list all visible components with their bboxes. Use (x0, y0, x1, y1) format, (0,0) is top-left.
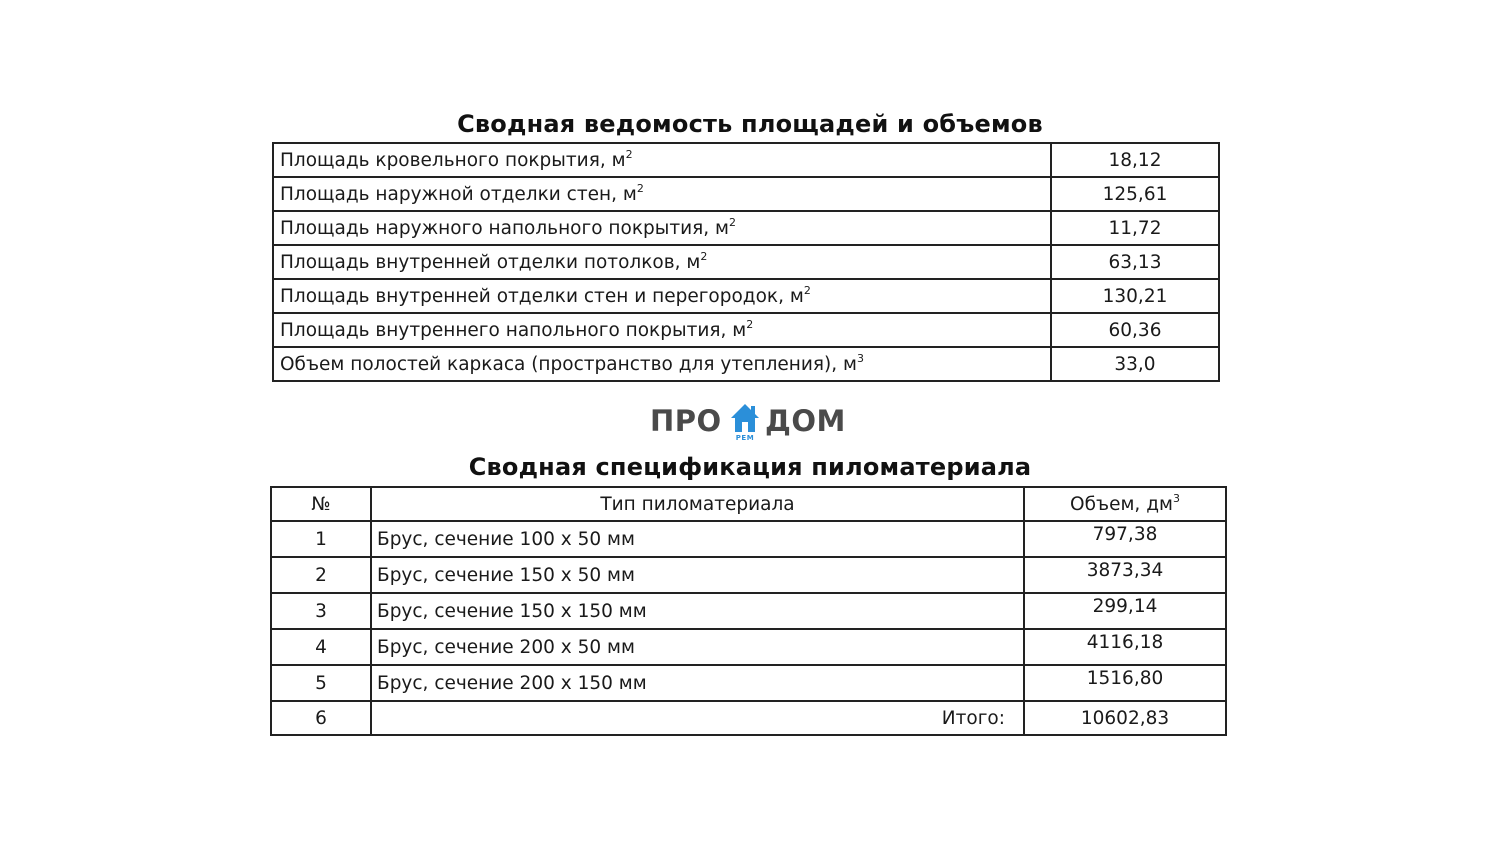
label-text: Площадь наружного напольного покрытия, м (280, 217, 730, 239)
table-header-row (271, 487, 1226, 521)
table-row (273, 245, 1219, 279)
table-row (273, 347, 1219, 381)
spec-table (270, 486, 1227, 736)
label-text: Объем полостей каркаса (пространство для утепления), м (280, 353, 857, 375)
header-volume-text: Объем, дм (1070, 493, 1173, 515)
logo-text-left: ПРО (650, 404, 722, 438)
row-num: 2 (271, 557, 371, 593)
house-icon (730, 402, 760, 442)
row-num: 3 (271, 593, 371, 629)
label-text: Площадь внутренней отделки стен и перегородок, м (280, 285, 804, 307)
row-value: 125,61 (1051, 177, 1219, 211)
row-label (273, 347, 1051, 381)
row-value: 33,0 (1051, 347, 1219, 381)
logo-house-caption: РЕМ (735, 434, 755, 442)
unit-superscript: 2 (636, 181, 644, 195)
row-value: 130,21 (1051, 279, 1219, 313)
row-type: Брус, сечение 150 х 150 мм (371, 593, 1024, 629)
row-num: 4 (271, 629, 371, 665)
row-volume: 1516,80 (1024, 665, 1226, 701)
header-type: Тип пиломатериала (371, 487, 1024, 521)
unit-superscript: 3 (1172, 491, 1180, 505)
row-value: 60,36 (1051, 313, 1219, 347)
row-type: Брус, сечение 100 х 50 мм (371, 521, 1024, 557)
table-row (273, 279, 1219, 313)
table-row (273, 177, 1219, 211)
unit-superscript: 2 (729, 215, 737, 229)
table-row (273, 313, 1219, 347)
row-volume: 3873,34 (1024, 557, 1226, 593)
table-row (271, 557, 1226, 593)
table-row (271, 521, 1226, 557)
summary-title: Сводная ведомость площадей и объемов (457, 110, 1043, 138)
row-label (273, 143, 1051, 177)
row-label (273, 177, 1051, 211)
row-label (273, 313, 1051, 347)
row-num: 5 (271, 665, 371, 701)
unit-superscript: 2 (700, 249, 708, 263)
table-row (273, 211, 1219, 245)
row-value: 63,13 (1051, 245, 1219, 279)
row-value: 18,12 (1051, 143, 1219, 177)
label-text: Площадь внутреннего напольного покрытия, м (280, 319, 747, 341)
row-label (273, 245, 1051, 279)
header-num: № (271, 487, 371, 521)
row-num: 1 (271, 521, 371, 557)
unit-superscript: 2 (746, 317, 754, 331)
row-volume: 797,38 (1024, 521, 1226, 557)
row-value: 11,72 (1051, 211, 1219, 245)
logo-text-right: ДОМ (765, 404, 846, 438)
table-row (273, 143, 1219, 177)
unit-superscript: 2 (625, 147, 633, 161)
row-type: Брус, сечение 150 х 50 мм (371, 557, 1024, 593)
total-num: 6 (271, 701, 371, 735)
table-row (271, 593, 1226, 629)
total-label: Итого: (371, 701, 1024, 735)
summary-table (272, 142, 1220, 382)
label-text: Площадь наружной отделки стен, м (280, 183, 637, 205)
table-row (271, 629, 1226, 665)
unit-superscript: 3 (856, 351, 864, 365)
row-label (273, 211, 1051, 245)
row-type: Брус, сечение 200 х 150 мм (371, 665, 1024, 701)
pro-dom-logo (650, 402, 850, 444)
row-label (273, 279, 1051, 313)
label-text: Площадь внутренней отделки потолков, м (280, 251, 701, 273)
table-row (271, 665, 1226, 701)
unit-superscript: 2 (803, 283, 811, 297)
label-text: Площадь кровельного покрытия, м (280, 149, 626, 171)
row-type: Брус, сечение 200 х 50 мм (371, 629, 1024, 665)
table-total-row (271, 701, 1226, 735)
spec-title: Сводная спецификация пиломатериала (468, 453, 1032, 481)
total-volume: 10602,83 (1024, 701, 1226, 735)
row-volume: 299,14 (1024, 593, 1226, 629)
header-volume (1024, 487, 1226, 521)
row-volume: 4116,18 (1024, 629, 1226, 665)
